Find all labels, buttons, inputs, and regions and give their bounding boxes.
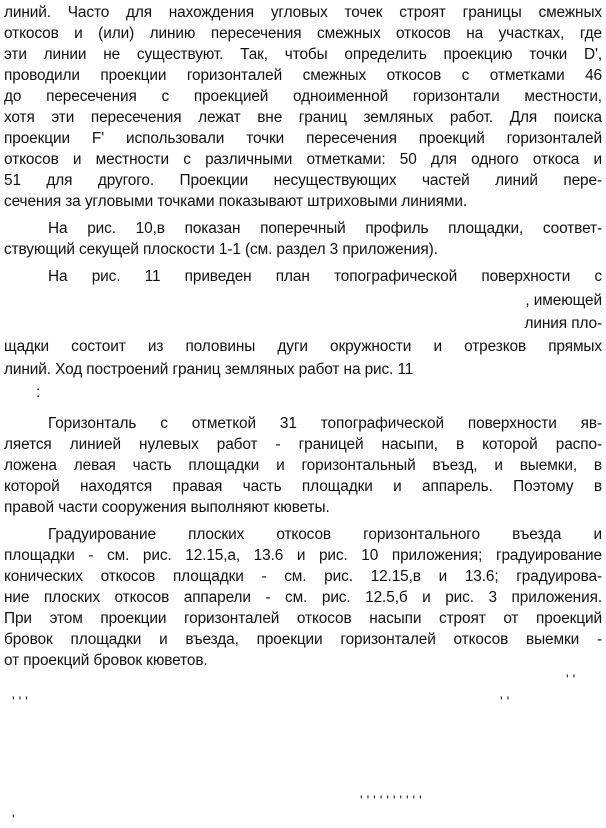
text-line: сечения за угловыми точками показывают штриховыми линиями. <box>4 193 468 210</box>
text-line: от проекций бровок кюветов. <box>4 652 208 669</box>
text-line: правой части сооружения выполняют кюветы. <box>4 499 330 516</box>
text-line: конических откосов площадки - см. рис. 12.15,в и 13.6; градуирова- <box>4 568 602 585</box>
text-line: бровок площадки и въезда, проекции горизонталей откосов выемки - <box>4 631 602 648</box>
text-line: проекции F' использовали точки пересечения проекций горизонталей <box>4 130 602 147</box>
text-line: откосов и (или) линию пересечения смежных откосов на участках, где <box>4 25 602 42</box>
stray-mark: ' <box>12 811 15 827</box>
text-line: до пересечения с проекцией одноименной горизонтали местности, <box>4 88 602 105</box>
text-line: линий. Часто для нахождения угловых точек строят границы смежных <box>4 4 602 21</box>
text-line: ствующий секущей плоскости 1-1 (см. раздел 3 приложения). <box>4 241 438 258</box>
text-line: линий. Ход построений границ земляных работ на рис. 11 <box>4 361 414 378</box>
stray-mark: ' ' ' <box>12 693 28 709</box>
text-line: При этом проекции горизонталей откосов насыпи строят от проекций <box>4 610 602 627</box>
text-line: 51 для другого. Проекции несуществующих частей линий пере- <box>4 172 602 189</box>
text-line: : <box>36 384 41 401</box>
text-line: ляется линией нулевых работ - границей насыпи, в которой распо- <box>4 436 602 453</box>
text-line: площадки - см. рис. 12.15,а, 13.6 и рис. 10 приложения; градуирование <box>4 547 602 564</box>
text-line: проводили проекции горизонталей смежных откосов с отметками 46 <box>4 67 602 84</box>
text-line: Горизонталь с отметкой 31 топографической поверхности яв- <box>48 415 602 432</box>
text-line: откосов и местности с различными отметками: 50 для одного откоса и <box>4 151 602 168</box>
text-line: которой находятся правая часть площадки и аппарель. Поэтому в <box>4 478 602 495</box>
stray-mark: ' ' <box>566 671 576 687</box>
text-line: эти линии не существуют. Так, чтобы определить проекцию точки D', <box>4 46 602 63</box>
text-line: щадки состоит из половины дуги окружности и отрезков прямых <box>4 338 602 355</box>
text-line: На рис. 10,в показан поперечный профиль площадки, соответ- <box>48 220 602 237</box>
stray-mark: ' ' ' ' ' ' ' ' ' ' <box>360 792 422 808</box>
stray-mark: ' ' <box>500 693 510 709</box>
text-line: линия пло- <box>524 315 602 332</box>
text-line: ние плоских откосов аппарели - см. рис. 12.5,б и рис. 3 приложения. <box>4 589 602 606</box>
text-line: На рис. 11 приведен план топографической поверхности с <box>48 268 602 285</box>
text-line: ложена левая часть площадки и горизонтальный въезд, и выемки, в <box>4 457 602 474</box>
text-line: хотя эти пересечения лежат вне границ земляных работ. Для поиска <box>4 109 602 126</box>
text-line: , имеющей <box>525 292 602 309</box>
text-line: Градуирование плоских откосов горизонтального въезда и <box>48 526 602 543</box>
